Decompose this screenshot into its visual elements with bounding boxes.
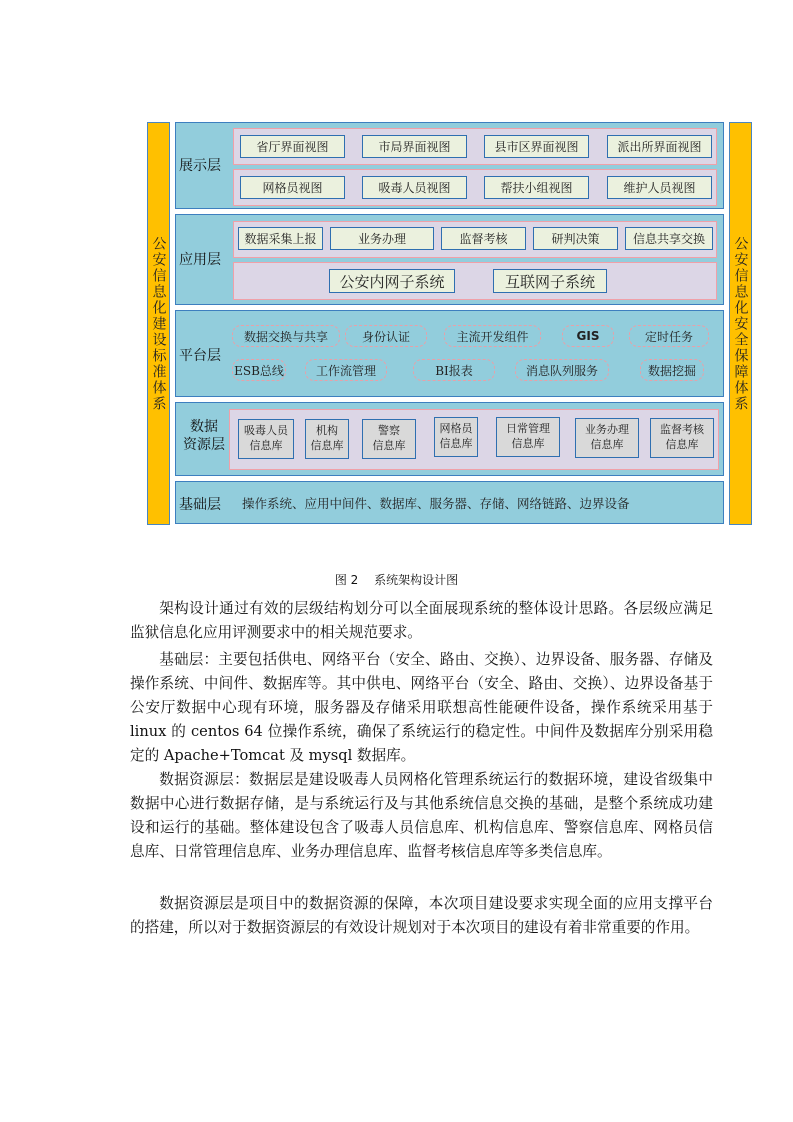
platform-layer [175,310,724,397]
platform-bi-reports: BI报表 [413,359,495,381]
data-resource-layer [175,402,724,476]
data-resource-label-line-2: 资源层 [183,437,225,454]
db-police: 警察 信息库 [362,419,416,459]
app-business-handling: 业务办理 [330,227,434,250]
view-city-bureau: 市局界面视图 [362,135,467,158]
base-layer-components: 操作系统、应用中间件、数据库、服务器、存储、网络链路、边界设备 [242,496,630,511]
presentation-row-2 [233,169,717,206]
base-layer [175,481,724,524]
figure-caption [0,571,793,588]
standards-system-label: 公安信息化建设标准体系 [150,235,167,412]
data-resource-layer-label [179,418,229,454]
db-daily-management: 日常管理 信息库 [496,417,560,457]
figure-title: 系统架构设计图 [374,573,459,587]
app-info-sharing: 信息共享交换 [625,227,713,250]
figure-number: 图 2 [334,573,359,587]
platform-workflow: 工作流管理 [305,359,387,381]
paragraph-intro: 架构设计通过有效的层级结构划分可以全面展现系统的整体设计思路。各层级应满足监狱信息化应用评测要求中的相关规范要求。 [130,600,713,641]
paragraph-data-resource-layer: 数据资源层：数据层是建设吸毒人员网格化管理系统运行的数据环境，建设省级集中数据中心进行数据存储，是与系统运行及与其他系统信息交换的基础，是整个系统成功建设和运行的基础。整体建设包含了吸毒人员信息库、机构信息库、警察信息库、网格员信息库、日常管理信息库、业务办理信息库、监督考核信息库等多类信息库。 [130,771,713,860]
standards-system-bar [147,122,170,525]
police-intranet-subsystem: 公安内网子系统 [329,269,455,293]
db-drug-users: 吸毒人员 信息库 [238,419,294,459]
application-row-1 [233,221,717,258]
security-system-label: 公安信息化安全保障体系 [732,235,749,412]
db-grid-members: 网格员 信息库 [434,417,478,457]
view-police-station: 派出所界面视图 [607,135,712,158]
db-business-handling: 业务办理 信息库 [575,418,639,458]
platform-scheduled-tasks: 定时任务 [629,325,709,347]
view-maintenance-staff: 维护人员视图 [607,176,712,199]
view-province-office: 省厅界面视图 [240,135,345,158]
presentation-layer [175,122,724,209]
app-analysis-decision: 研判决策 [533,227,618,250]
platform-data-mining: 数据挖掘 [640,359,704,381]
security-system-bar [729,122,752,525]
view-grid-member: 网格员视图 [240,176,345,199]
application-layer [175,214,724,305]
platform-gis: GIS [562,325,614,347]
view-assistance-group: 帮扶小组视图 [484,176,589,199]
platform-esb-bus: ESB总线 [232,359,286,381]
paragraph-base-layer: 基础层：主要包括供电、网络平台（安全、路由、交换）、边界设备、服务器、存储及操作系统、中间件、数据库等。其中供电、网络平台（安全、路由、交换）、边界设备基于公安厅数据中心现有环境，服务器及存储采用联想高性能硬件设备，操作系统采用基于 linux 的 centos 64 位操作系统，确保了系统运行的稳定性。中间件及数据库分别采用稳定的 Apache+Tomcat 及 mysql 数据库。 [130,651,713,764]
view-drug-user: 吸毒人员视图 [362,176,467,199]
app-data-collection: 数据采集上报 [238,227,323,250]
platform-identity-auth: 身份认证 [345,325,427,347]
internet-subsystem: 互联网子系统 [493,269,607,293]
system-architecture-diagram [147,122,782,525]
presentation-layer-label: 展示层 [179,158,221,174]
app-supervision-assessment: 监督考核 [441,227,526,250]
paragraph-data-resource-importance: 数据资源层是项目中的数据资源的保障，本次项目建设要求实现全面的应用支撑平台的搭建，所以对于数据资源层的有效设计规划对于本次项目的建设有着非常重要的作用。 [130,895,713,936]
platform-data-exchange: 数据交换与共享 [232,325,340,347]
db-supervision-assessment: 监督考核 信息库 [650,418,714,458]
data-resource-inner [229,409,719,470]
platform-message-queue: 消息队列服务 [515,359,609,381]
base-layer-label: 基础层 [179,497,221,513]
db-institutions: 机构 信息库 [305,419,349,459]
platform-layer-label: 平台层 [179,348,221,364]
platform-dev-components: 主流开发组件 [444,325,541,347]
application-layer-label: 应用层 [179,252,221,268]
data-resource-label-line-1: 数据 [190,419,218,435]
application-row-2 [233,262,717,300]
presentation-row-1 [233,128,717,165]
view-county-district: 县市区界面视图 [484,135,589,158]
